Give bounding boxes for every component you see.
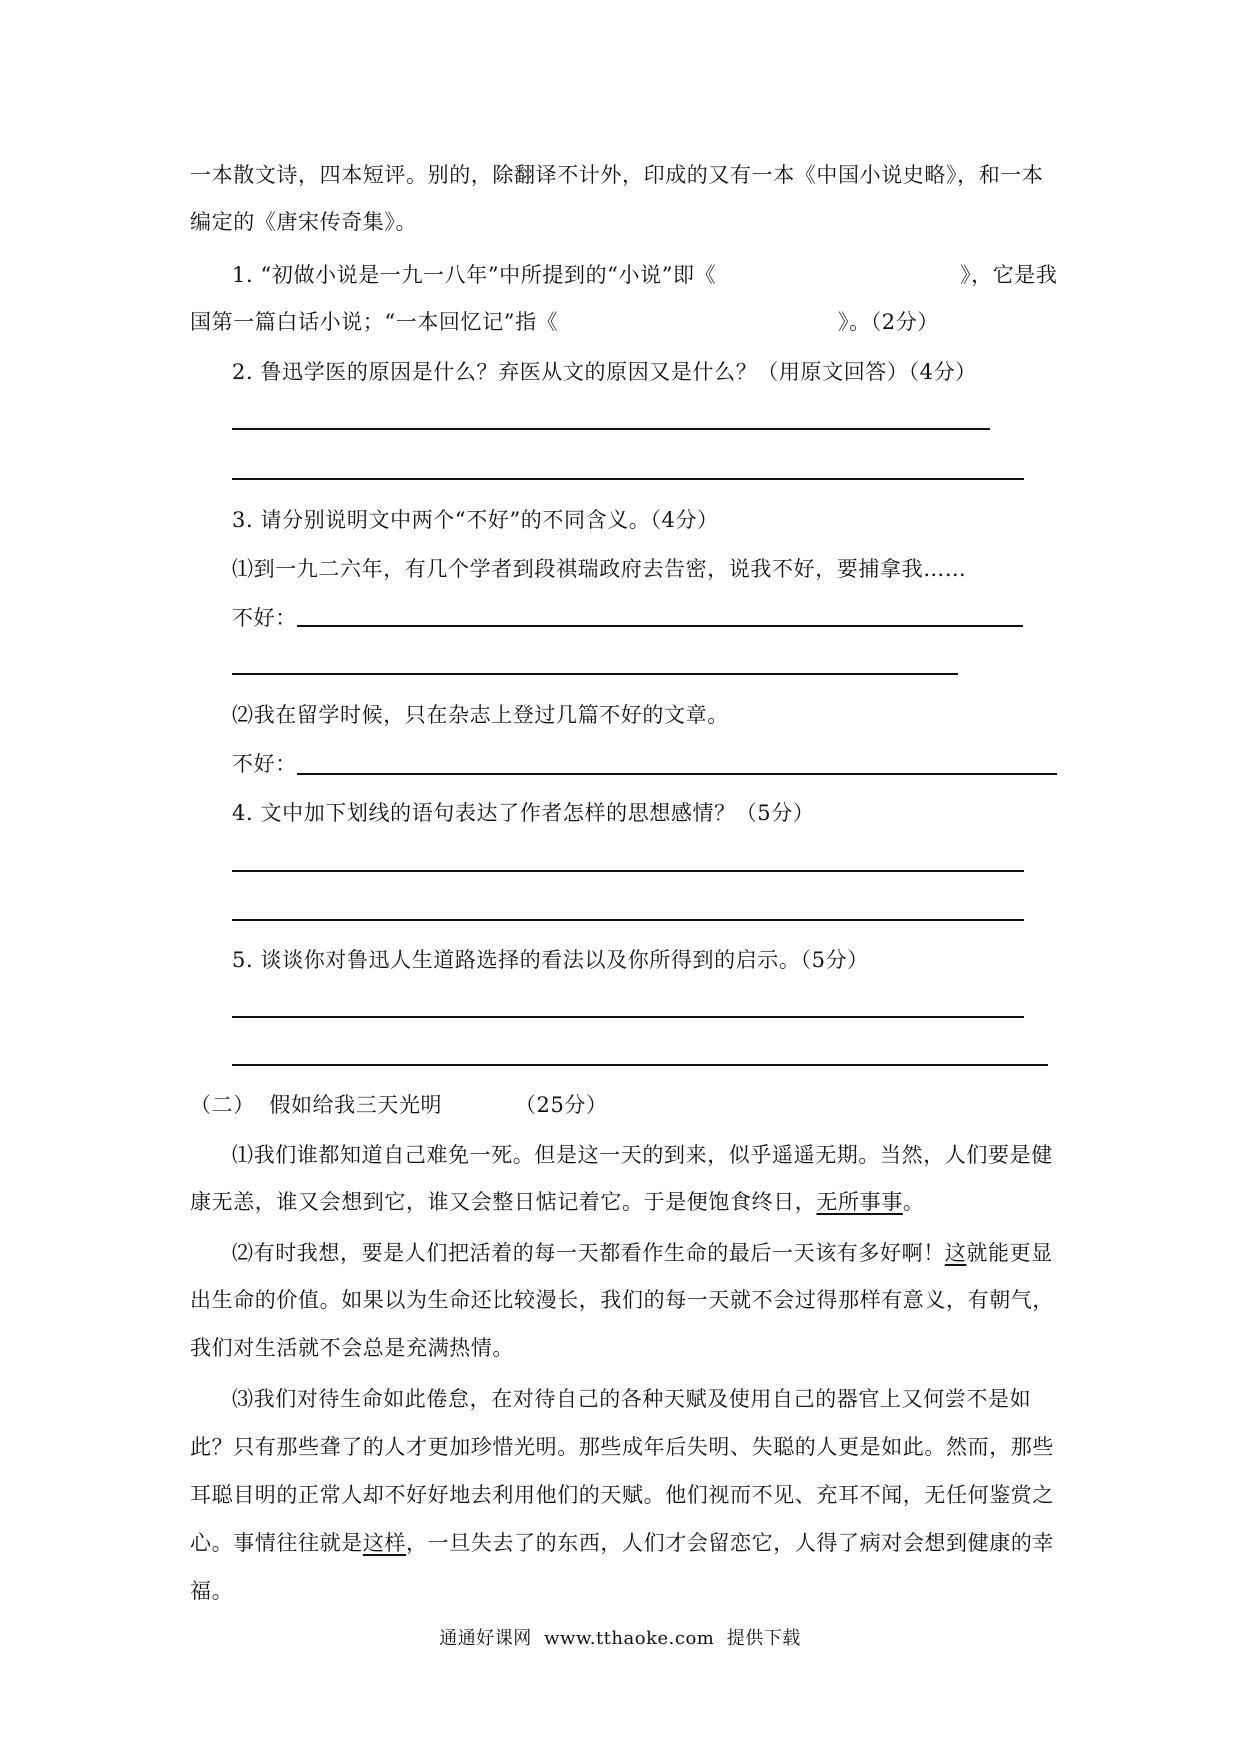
- page-footer: 通通好课网 www.tthaoke.com 提供下载: [439, 1628, 801, 1649]
- paragraph-2-line-1-text: ⑵有时我想，要是人们把活着的每一天都看作生命的最后一天该有多好啊！: [232, 1241, 945, 1265]
- q3-item-2: ⑵我在留学时候，只在杂志上登过几篇不好的文章。: [232, 703, 729, 727]
- paragraph-3-line-1: ⑶我们对待生命如此倦怠，在对待自己的各种天赋及使用自己的器官上又何尝不是如: [232, 1387, 1032, 1411]
- paragraph-3-line-4-end: ，一旦失去了的东西，人们才会留恋它，人得了病对会想到健康的幸: [406, 1531, 1055, 1555]
- intro-line-1: 一本散文诗，四本短评。别的，除翻译不计外，印成的又有一本《中国小说史略》，和一本: [190, 163, 1044, 187]
- paragraph-3-line-3: 耳聪目明的正常人却不好好地去利用他们的天赋。他们视而不见、充耳不闻，无任何鉴赏之: [190, 1483, 1054, 1507]
- q1-line-2-start: 国第一篇白话小说；“一本回忆记”指《: [190, 310, 559, 334]
- q1-line-2-end: 》。（2分）: [838, 310, 939, 334]
- section-2-heading: （二） 假如给我三天光明 （25分）: [190, 1093, 608, 1117]
- intro-line-2: 编定的《唐宋传奇集》。: [190, 210, 418, 234]
- paragraph-1-line-2-text: 康无恙，谁又会想到它，谁又会整日惦记着它。于是便饱食终日，: [190, 1190, 817, 1214]
- q5-answer-line-2: [232, 1064, 1048, 1066]
- paragraph-2-line-3: 我们对生活就不会总是充满热情。: [190, 1336, 514, 1360]
- q3-answer-line-1: [297, 625, 1023, 627]
- paragraph-3-line-4: [190, 1528, 1054, 1558]
- q3-answer-line-3: [297, 773, 1057, 775]
- paragraph-2-line-1: [232, 1238, 1053, 1268]
- q1-line-1-start: 1. “初做小说是一九一八年”中所提到的“小说”即《: [232, 263, 717, 287]
- q2-answer-line-2: [232, 478, 1024, 480]
- q4-answer-line-2: [232, 919, 1024, 921]
- q3-label-2: 不好：: [232, 752, 297, 776]
- underlined-phrase-3: 这样: [362, 1531, 407, 1555]
- paragraph-3-line-4-text: 心。事情往往就是: [190, 1531, 363, 1555]
- paragraph-2-line-1-end: 就能更显: [966, 1241, 1053, 1265]
- paragraph-3-line-2: 此？只有那些聋了的人才更加珍惜光明。那些成年后失明、失聪的人更是如此。然而，那些: [190, 1435, 1054, 1459]
- q5-answer-line-1: [232, 1016, 1024, 1018]
- q5-text: 5. 谈谈你对鲁迅人生道路选择的看法以及你所得到的启示。（5分）: [232, 948, 869, 972]
- paragraph-2-line-2: 出生命的价值。如果以为生命还比较漫长，我们的每一天就不会过得那样有意义，有朝气，: [190, 1288, 1054, 1312]
- paragraph-1-line-1: ⑴我们谁都知道自己难免一死。但是这一天的到来，似乎遥遥无期。当然，人们要是健: [232, 1143, 1053, 1167]
- q3-answer-line-2: [232, 673, 958, 675]
- q3-text: 3. 请分别说明文中两个“不好”的不同含义。（4分）: [232, 508, 719, 532]
- q3-item-1: ⑴到一九二六年，有几个学者到段祺瑞政府去告密，说我不好，要捕拿我……: [232, 557, 967, 581]
- q3-label-1: 不好：: [232, 606, 297, 630]
- q4-answer-line-1: [232, 870, 1024, 872]
- underlined-phrase-2: 这: [944, 1241, 967, 1265]
- underlined-phrase-1: 无所事事: [816, 1190, 903, 1214]
- q4-text: 4. 文中加下划线的语句表达了作者怎样的思想感情？（5分）: [232, 801, 815, 825]
- q1-line-1-end: 》，它是我: [960, 263, 1058, 287]
- paragraph-1-line-2: [190, 1187, 924, 1217]
- q2-answer-line-1: [232, 428, 990, 430]
- paragraph-1-line-2-end: 。: [902, 1190, 925, 1214]
- q2-text: 2. 鲁迅学医的原因是什么？弃医从文的原因又是什么？（用原文回答）（4分）: [232, 360, 977, 384]
- paragraph-3-line-5: 福。: [190, 1579, 234, 1603]
